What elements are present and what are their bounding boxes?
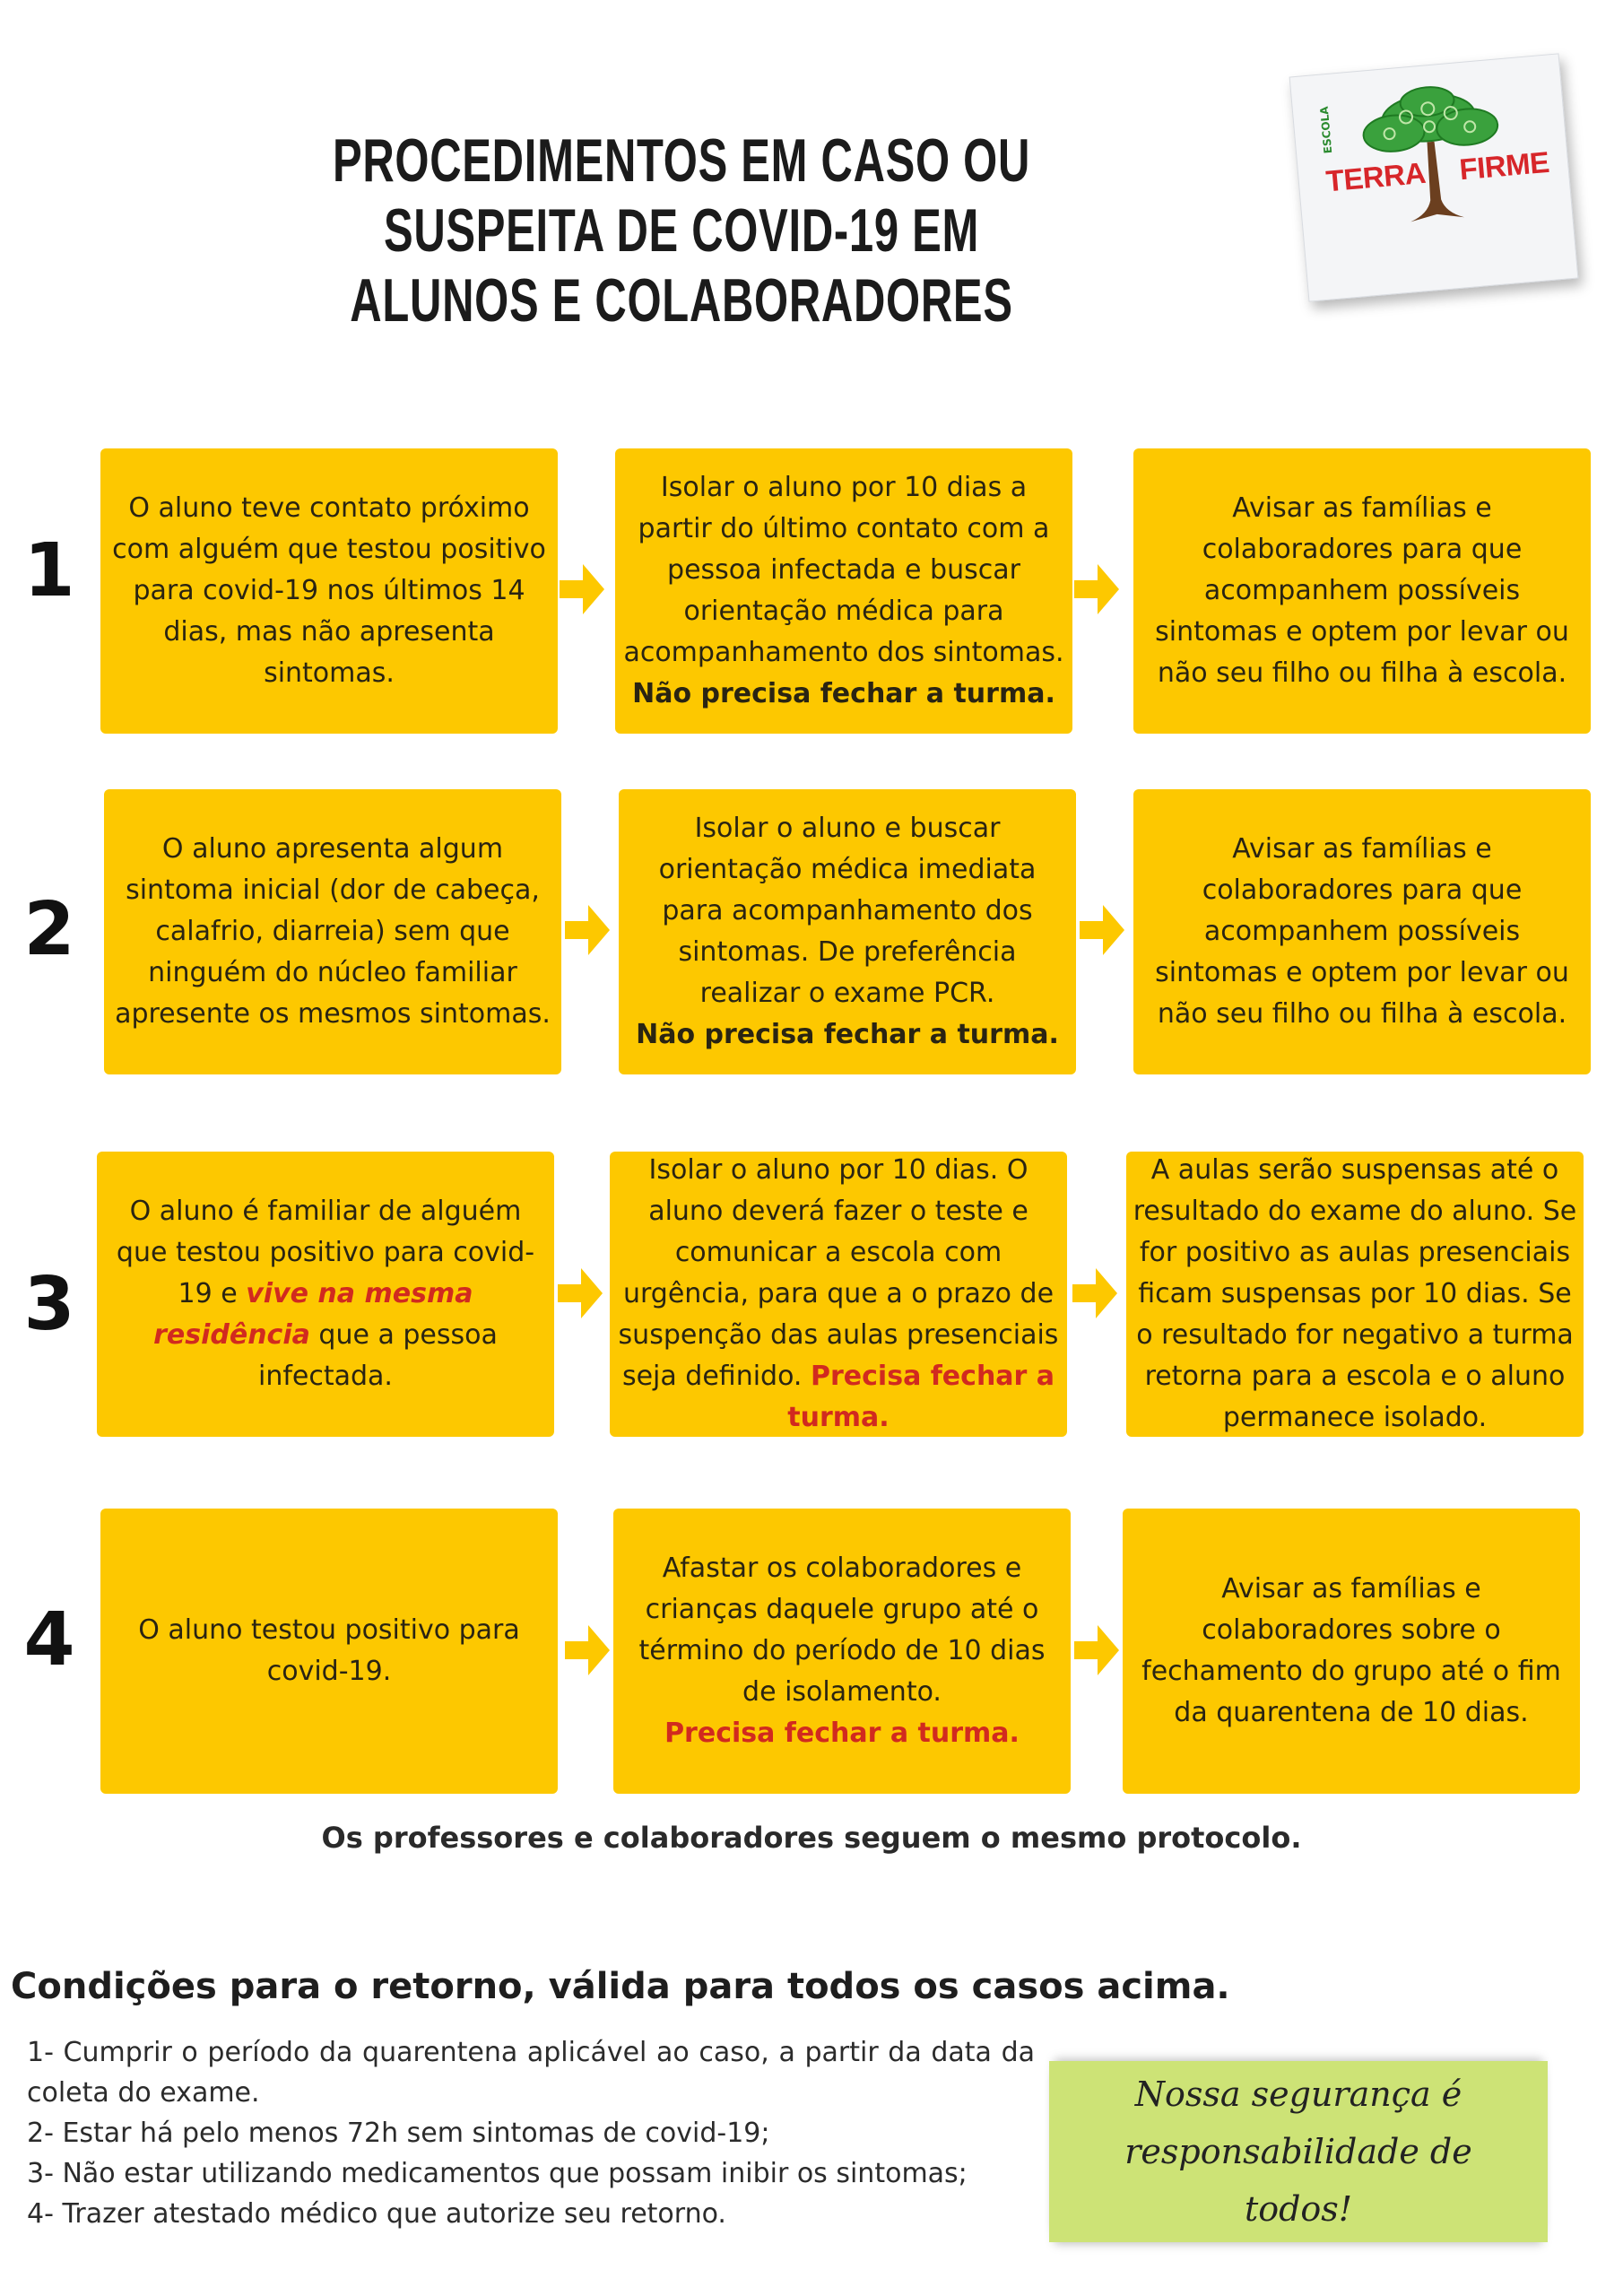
- condition-item: 3- Não estar utilizando medicamentos que possam inibir os sintomas;: [27, 2158, 968, 2189]
- step-4-situation: [100, 1509, 558, 1794]
- title-line-1: PROCEDIMENTOS EM CASO OU SUSPEITA DE COVID-19 EM: [332, 126, 1031, 265]
- step-2-action-strong: Não precisa fechar a turma.: [636, 1019, 1059, 1050]
- step-4-notice-text: Avisar as famílias e colaboradores sobre o fechamento do grupo até o fim da quarentena de 10 dias.: [1141, 1573, 1561, 1728]
- slogan-line-3: todos!: [1244, 2189, 1353, 2229]
- step-4-action-text: Afastar os colaboradores e crianças daquele grupo até o término do período de 10 dias de isolamento.: [638, 1552, 1046, 1708]
- step-3-situation-text-b: que a pessoa infectada.: [258, 1319, 498, 1392]
- arrow-right-icon: [1072, 1265, 1117, 1322]
- condition-item: 2- Estar há pelo menos 72h sem sintomas de covid-19;: [27, 2118, 770, 2149]
- step-2-situation-text: O aluno apresenta algum sintoma inicial (dor de cabeça, calafrio, diarreia) sem que ninguém do núcleo familiar apresente os mesmos sintomas.: [115, 833, 551, 1030]
- step-3-situation-text-a: O aluno é familiar de alguém que testou positivo para covid-19 e: [116, 1196, 535, 1309]
- slogan-line-2: responsabilidade de: [1124, 2132, 1472, 2171]
- logo-name-left: TERRA: [1324, 155, 1427, 198]
- step-2-action-text: Isolar o aluno e buscar orientação médica imediata para acompanhamento dos sintomas. De preferência realizar o exame PCR.: [658, 813, 1037, 1009]
- step-4-situation-text: O aluno testou positivo para covid-19.: [138, 1614, 520, 1687]
- step-number-2: 2: [23, 887, 75, 972]
- step-4-notice: [1123, 1509, 1580, 1794]
- step-4-action: [613, 1509, 1071, 1794]
- slogan-box: [1049, 2061, 1548, 2242]
- step-2-action: [619, 789, 1076, 1074]
- step-2-notice-text: Avisar as famílias e colaboradores para que acompanhem possíveis sintomas e optem por levar ou não seu filho ou filha à escola.: [1155, 833, 1569, 1030]
- step-number-1: 1: [23, 528, 75, 613]
- arrow-right-icon: [1074, 1622, 1119, 1679]
- step-3-action-strong: Precisa fechar a turma.: [787, 1361, 1055, 1433]
- school-logo: [1289, 53, 1579, 301]
- step-number-4: 4: [23, 1597, 75, 1683]
- logo-name-right: FIRME: [1458, 144, 1551, 187]
- step-number-3: 3: [23, 1262, 75, 1347]
- step-3-action-text: Isolar o aluno por 10 dias. O aluno deverá fazer o teste e comunicar a escola com urgência, para que a o prazo de suspenção das aulas presenciais seja definido.: [618, 1154, 1059, 1392]
- title-line-2: ALUNOS E COLABORADORES: [350, 266, 1013, 335]
- arrow-right-icon: [558, 1265, 603, 1322]
- condition-item: 1- Cumprir o período da quarentena aplicável ao caso, a partir da data da coleta do exame.: [27, 2037, 1035, 2109]
- step-1-situation: [100, 448, 558, 734]
- footer-note: Os professores e colaboradores seguem o mesmo protocolo.: [321, 1821, 1302, 1855]
- step-1-notice-text: Avisar as famílias e colaboradores para que acompanhem possíveis sintomas e optem por levar ou não seu filho ou filha à escola.: [1155, 492, 1569, 689]
- step-2-notice: [1133, 789, 1591, 1074]
- step-1-situation-text: O aluno teve contato próximo com alguém que testou positivo para covid-19 nos últimos 14 dias, mas não apresenta sintomas.: [112, 492, 546, 689]
- arrow-right-icon: [565, 901, 610, 959]
- step-3-notice: [1126, 1152, 1584, 1437]
- conditions-title: Condições para o retorno, válida para todos os casos acima.: [11, 1966, 1230, 2007]
- step-1-action-strong: Não precisa fechar a turma.: [632, 678, 1055, 709]
- arrow-right-icon: [565, 1622, 610, 1679]
- arrow-right-icon: [560, 561, 604, 618]
- step-3-action: [610, 1152, 1067, 1437]
- page-title: [262, 126, 1101, 335]
- step-1-action-text: Isolar o aluno por 10 dias a partir do último contato com a pessoa infectada e buscar orientação médica para acompanhamento dos sintomas.: [623, 472, 1064, 668]
- step-3-notice-text: A aulas serão suspensas até o resultado do exame do aluno. Se for positivo as aulas presenciais ficam suspensas por 10 dias. Se o resultado for negativo a turma retorna para a escola e o aluno permanece isolado.: [1133, 1154, 1577, 1433]
- step-1-action: [615, 448, 1072, 734]
- step-3-situation-highlight: vive na mesma residência: [153, 1278, 473, 1351]
- step-4-action-strong: Precisa fechar a turma.: [664, 1718, 1020, 1749]
- step-1-notice: [1133, 448, 1591, 734]
- arrow-right-icon: [1074, 561, 1119, 618]
- step-3-situation: [97, 1152, 554, 1437]
- logo-prefix: ESCOLA: [1317, 105, 1335, 154]
- conditions-list: [27, 2032, 1035, 2234]
- condition-item: 4- Trazer atestado médico que autorize seu retorno.: [27, 2198, 726, 2230]
- arrow-right-icon: [1080, 901, 1124, 959]
- slogan-line-1: Nossa segurança é: [1134, 2074, 1462, 2114]
- step-2-situation: [104, 789, 561, 1074]
